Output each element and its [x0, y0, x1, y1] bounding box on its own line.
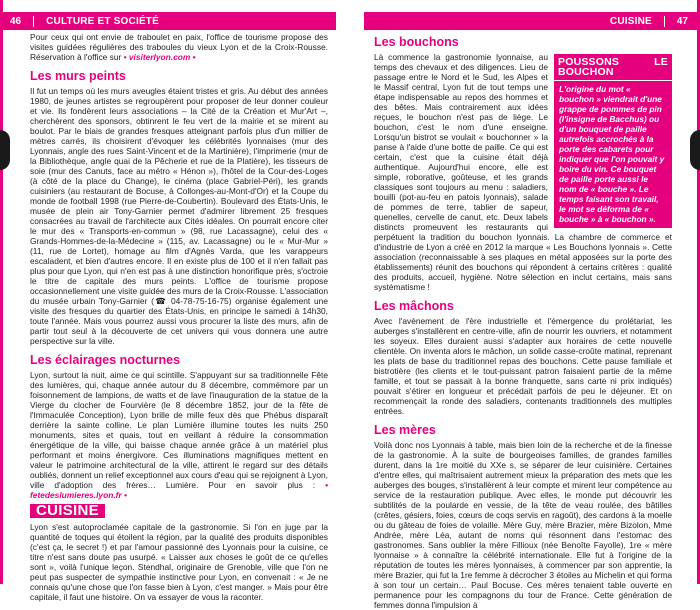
left-page	[0, 0, 350, 602]
right-column	[374, 32, 672, 610]
machons-paragraph: Avec l'avènement de l'ère industrielle et l'émergence du prolétariat, les auberges s'installèrent en centre-ville, afin de nourrir les ouvriers, et notamment les soyeux. Elles duraient aussi s'adapter aux horaires de cette nouvelle clientèle. On inventa alors le mâchon, un solide casse-croûte matinal, reprenant les plats de base du traditionnel repas des bouchons. Cette pause familiale et bistrotière (les clients et le tout-puissant patron faisaient partie de la même famille, et tout se passait à la bonne franquette, sans carte ni prix indiqués) pouvait s'étirer en longueur et précédait parfois de peu le déjeuner. Et on recommençait la ronde des saladiers, contenants traditionnels des multiples entrées.	[374, 316, 672, 416]
header-separator	[33, 16, 34, 27]
box-title: POUSSONS LE BOUCHON	[554, 54, 672, 81]
eclairages-paragraph: Lyon, surtout la nuit, aime ce qui scintille. S'appuyant sur sa traditionnelle Fête des lumières, qui, chaque année autour du 8 décembre, commémore par un foisonnement de lampions, de watts et de lave l'inauguration de la statue de la Vierge du clocher de Fourvière (le 8 décembre 1852, jour de la fête de l'Immaculée Conception), Lyon brille de mille feux dès que Phébus disparaît derrière la sainte colline. Le plan Lumière illumine toutes les nuits 250 monuments, sites et quais, tout en veillant à réduire la consommation énergétique de la ville, qui baisse chaque année grâce à un matériel plus performant et moins énergivore. Ces illuminations magnifiques mettent en valeur le patrimoine architectural de la ville, attirent le regard sur des détails oubliés, donnent un relief exceptionnel aux cours d'eau qui se rejoignent à Lyon, ville d'adoption des frères… Lumière. Pour en savoir plus : • fetedeslumieres.lyon.fr •	[30, 370, 328, 500]
page-edge-bar	[0, 0, 3, 584]
cuisine-paragraph: Lyon s'est autoproclamée capitale de la gastronomie. Si l'on en juge par la quantité de toques qui étoilent la région, par la qualité des produits disponibles (c'est ça, le secret !) et par l'amour passionné des Lyonnais pour la cuisine, ce titre n'est sans doute pas usurpé. « Laisser aux choses le goût de ce qu'elles sont », voilà l'unique leçon. Stendhal, originaire de Grenoble, ville que l'on ne peut pas suspecter de sympathie instinctive pour Lyon, en convenait : « Je ne connais qu'une chose que l'on fasse bien à Lyon, c'est manger. » Mais pour être capitale, il faut une histoire. On va essayer de vous la raconter.	[30, 522, 328, 602]
right-page	[350, 0, 700, 610]
murs-paragraph: Il fut un temps où les murs aveugles étaient tristes et gris. Au début des années 1980, de jeunes artistes se regroupèrent pour proposer de leur donner couleur et vie. Ils fondèrent leurs associations – la Cité de la Création et Mur'Art –, cherchèrent des sponsors, obtinrent le feu vert de la mairie et se mirent au boulot. Par le biais de grandes fresques atteignant parfois plus d'un millier de mètres carrés, ils choisirent d'évoquer les célébrités lyonnaises (mur des Lyonnais, angle des rues Saint-Vincent et de la Martinière), l'imprimerie (mur de la Bibliothèque, angle quai de la Pêcherie et rue de la Platière), les tisseurs de soie (mur des Canuts, face au métro « Hénon »), l'hôtel de la Cour-des-Loges (à côté de la place du Change), le cinéma (place Gabriel-Péri), les grands cuisiniers (au restaurant de Bocuse, à Collonges-au-Mont-d'Or) et la Coupe du monde de football 1998 (rue Pierre-de-Coubertin). Boulevard des États-Unis, le musée de plein air Tony-Garnier permet d'admirer librement 25 fresques consacrées au travail de l'architecte aux Cités idéales. On pourrait encore citer le mur des « Transports-en-commun » (98, rue Lacassagne), celui des « Grands-Hommes-de-la-Médecine » (115, av. Lacassagne) ou le « Mur-Mur » (11, rue de Lortet), homage au film d'Agnès Varda, que les varappeurs escaladent, et bien d'autres encore. Il en existe plus de 100 et il n'en fallait pas plus pour que Lyon, qui n'en est pas à une distinction honorifique près, s'octroie le titre de capitale des murs peints. L'office de tourisme propose occasionnellement une visite guidée des murs de la Croix-Rousse. L'association du musée urbain Tony-Garnier (☎ 04-78-75-16-75) organise également une visite des fresques du quartier des États-Unis, en principe le samedi à 14h30, toute l'année. Mais vous pourrez aussi vous procurer la liste des murs, afin de partir tout seul à la découverte de cet univers qui vous donnera une autre perspective sur la ville.	[30, 86, 328, 346]
fetedeslumieres-link[interactable]: • fetedeslumieres.lyon.fr •	[30, 480, 328, 500]
left-running-header	[0, 12, 336, 30]
visiterlyon-link[interactable]: • visiterlyon.com •	[123, 52, 196, 62]
heading-bouchons: Les bouchons	[374, 35, 459, 49]
intro-paragraph: Pour ceux qui ont envie de traboulet en paix, l'office de tourisme propose des visites guidées régulières des traboules du vieux Lyon et de la Croix-Rousse. Réservation à l'office sur • visiterlyon.com •	[30, 32, 328, 62]
heading-eclairages: Les éclairages nocturnes	[30, 353, 181, 367]
heading-murs-peints: Les murs peints	[30, 69, 126, 83]
section-title: CUISINE	[609, 15, 652, 27]
page-number: 46	[10, 15, 22, 27]
cuisine-chapter-title: CUISINE	[30, 504, 105, 518]
heading-meres: Les mères	[374, 423, 436, 437]
section-title: CULTURE ET SOCIÉTÉ	[46, 15, 159, 27]
heading-machons: Les mâchons	[374, 299, 454, 313]
page-tab-notch	[690, 130, 700, 170]
bouchons-paragraph: Là commence la gastronomie lyonnaise, au temps des chevaux et des diligences. Lieu de passage entre le Nord et le Sud, les Alpes et le Massif central, Lyon fut de tout temps une étape indispensable au repos des hommes et des bêtes. Mais contrairement aux idées reçues, le bouchon n'est pas de liège. Le bouchon, c'est le nom d'une enseigne. Lorsqu'un bistrot se voulait « bouchonner » la panse à l'aide d'une botte de paille. Ce qui est certain, c'est que la cuisine était déjà authentique. Aujourd'hui encore, elle est simple, roborative, goûteuse, et les grands classiques sont toujours au menu : saladiers, bouilli (pot-au-feu en patois lyonnais), salade de pommes de terre, tablier de sapeur, quenelles, cervelle de canut, etc. Deux labels distincts promeuvent les restaurants qui perpétuent la tradition du bouchon lyonnais. La chambre de commerce et d'industrie de Lyon a créé en 2012 la marque « Les Bouchons lyonnais ». Cette association (reconnaissable à ses plaques en métal apposées sur la porte des établissements) réunit des bouchons qui répondent à certains critères : qualité des produits, accueil, hygiène. Notre sélection en inclut certains, mais sans systématisme !	[374, 52, 672, 292]
header-separator	[664, 16, 665, 27]
left-column	[30, 32, 328, 602]
box-text: L'origine du mot « bouchon » viendrait d'une grappe de pommes de pin (l'insigne de Bacchus) ou d'un bouquet de paille autrefois accrochés à la porte des cabarets pour indiquer que l'on pouvait y boire du vin. Ce bouquet de paille porte aussi le nom de « bouche ». Le temps faisant son travail, le mot se déforma de « bouche » à « bouchon ».	[559, 84, 665, 224]
page-number: 47	[676, 15, 688, 27]
meres-paragraph: Voilà donc nos Lyonnais à table, mais bien loin de la recherche et de la finesse de la gastronomie. À la suite de bourgeoises familles, de grandes familles durent, dans la 1re moitié du XXe s, se séparer de leur cuisinière. Certaines d'entre elles, qui maîtrisaient autrement mieux la préparation des mets que les auberges des bouges, s'installèrent à leur compte et mirent leur compétence au service de la restauration publique. Avec elles, le monde put découvrir les subtilités de la poularde en vessie, de la tête de veau roulée, des bâtilles (crêtes, gésiers, foies, cœurs de coqs servis en ragoût), des cardons à la moelle ou du gâteau de foies de volaille. Mère Guy, mère Brazier, mère Bizolon, Mme Andrée, mère Léa, autant de noms qui résonnent dans l'estomac des gastronomes. Sans oublier la mère Fillioux (née Benoîte Fayolle), 1re « mère lyonnaise » à connaître la célébrité internationale. Elle fut à l'origine de la réputation de toutes les mères lyonnaises, à commencer par son apprentie, la mère Brazier, qui fut la 1re femme à décrocher 3 étoiles au Michelin et qui forma à son tour un certain… Paul Bocuse. Ces mères tenaient table ouverte en permanence pour les compagnons du tour de France. Cette génération de femmes donna l'impulsion à	[374, 440, 672, 610]
sidebar-box-bouchon	[554, 54, 672, 228]
page-tab-notch	[0, 130, 10, 170]
right-running-header	[364, 12, 700, 30]
